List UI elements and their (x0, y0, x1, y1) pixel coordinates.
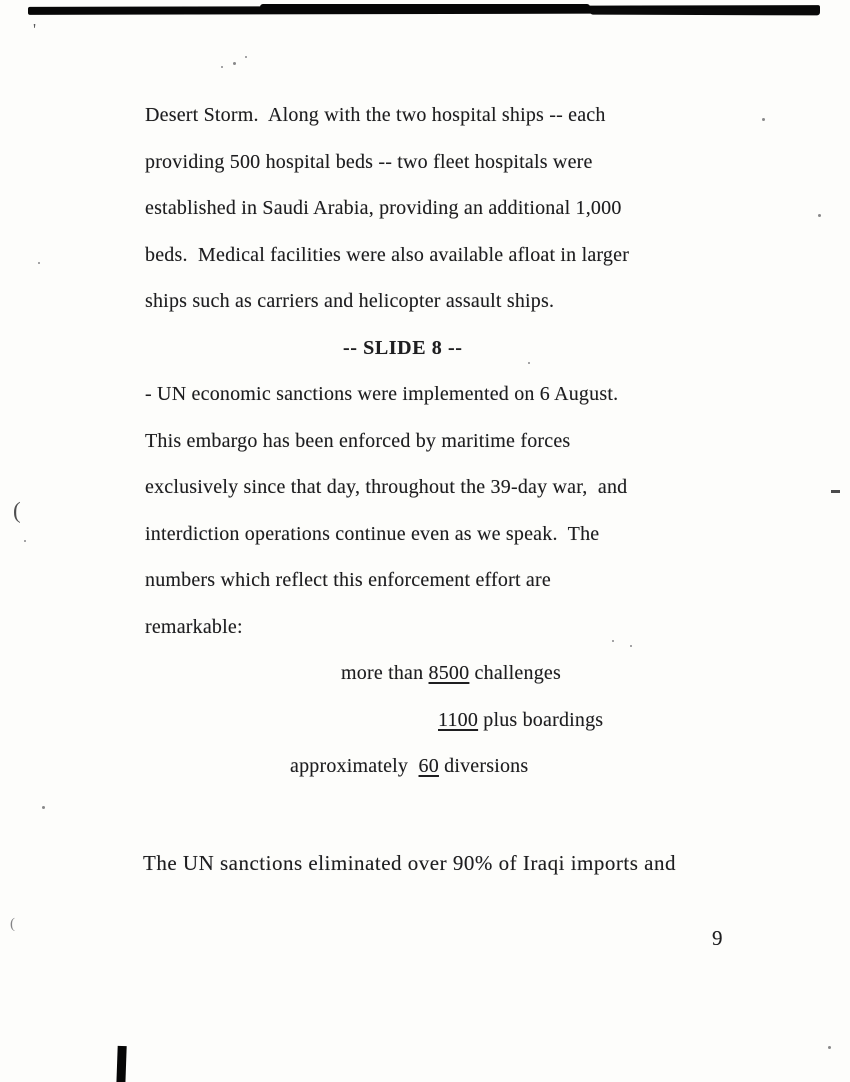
scan-artifact-apostrophe: ' (33, 20, 37, 39)
scan-speck (762, 118, 765, 121)
body-line: established in Saudi Arabia, providing an additional 1,000 (145, 197, 622, 219)
page-number: 9 (712, 926, 723, 950)
scan-artifact-paren: ( (13, 498, 21, 523)
body-line: interdiction operations continue even as we speak. The (145, 522, 600, 545)
scan-artifact-top-bar-bump (260, 4, 590, 10)
stat-value-underlined: 1100 (438, 708, 479, 731)
body-line: exclusively since that day, throughout the 39-day war, and (145, 476, 628, 498)
scan-speck (233, 62, 236, 65)
stat-suffix: challenges (469, 662, 561, 684)
closing-line: The UN sanctions eliminated over 90% of Iraqi imports and (143, 850, 676, 875)
stat-line (290, 743, 737, 790)
body-line: Desert Storm. Along with the two hospital ships -- each (145, 104, 606, 126)
scan-speck (245, 56, 247, 58)
stat-line (341, 650, 737, 697)
scan-artifact-top-bar-bump (590, 9, 820, 16)
scan-artifact-dash (831, 490, 840, 493)
scan-speck (38, 262, 40, 264)
body-line: numbers which reflect this enforcement effort are (145, 569, 551, 591)
document-body (145, 92, 737, 886)
scan-speck (818, 214, 821, 217)
body-line: remarkable: (145, 615, 243, 638)
body-line: beds. Medical facilities were also available afloat in larger (145, 243, 630, 266)
scan-speck (828, 1046, 831, 1049)
body-line: providing 500 hospital beds -- two fleet hospitals were (145, 150, 593, 173)
stat-prefix: more than (341, 662, 429, 684)
body-line: This embargo has been enforced by maritime forces (145, 429, 571, 452)
scan-artifact-paren: ( (10, 916, 15, 932)
stat-line (438, 697, 737, 744)
scan-artifact-bottom-mark (116, 1046, 126, 1082)
stat-suffix: plus boardings (478, 708, 604, 731)
stat-value-underlined: 60 (418, 755, 439, 777)
scan-speck (42, 806, 45, 809)
stat-value-underlined: 8500 (428, 662, 470, 684)
body-line: - UN economic sanctions were implemented on 6 August. (145, 383, 619, 405)
stat-prefix: approximately (290, 755, 419, 777)
body-line: ships such as carriers and helicopter assault ships. (145, 290, 555, 312)
scan-speck (24, 540, 26, 542)
stat-suffix: diversions (438, 755, 529, 777)
slide-heading: -- SLIDE 8 -- (343, 336, 463, 359)
scan-speck (221, 66, 223, 68)
